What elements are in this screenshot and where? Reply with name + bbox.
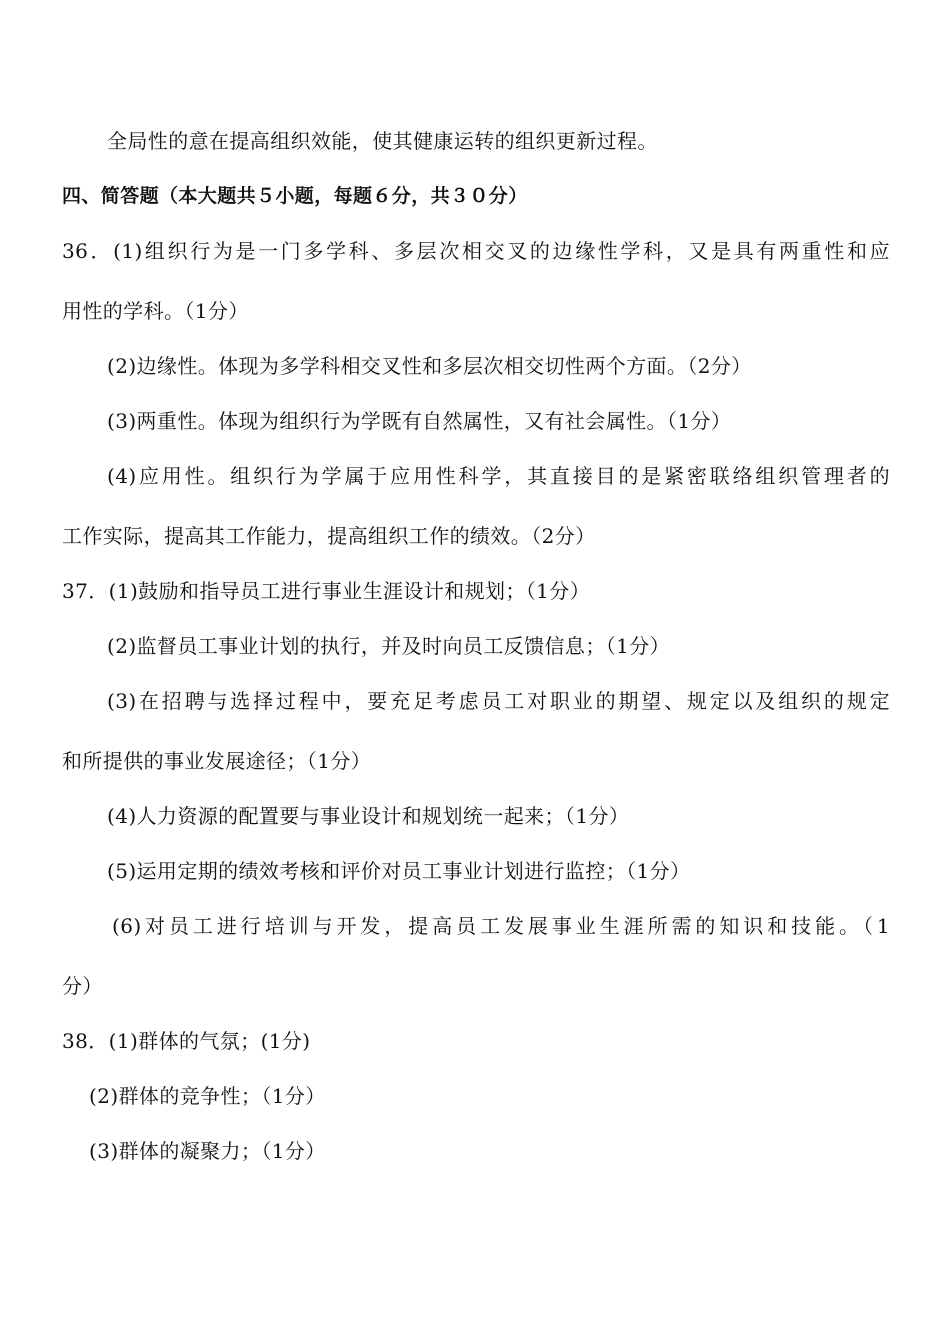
answer-37-point-4: (4)人力资源的配置要与事业设计和规划统一起来；（1分）: [107, 804, 630, 828]
answer-36-point-4-cont: 工作实际，提高其工作能力，提高组织工作的绩效。（2分）: [62, 524, 596, 548]
answer-37-point-3: (3)在招聘与选择过程中，要充足考虑员工对职业的期望、规定以及组织的规定: [107, 689, 890, 713]
answer-36-point-2: (2)边缘性。体现为多学科相交叉性和多层次相交切性两个方面。（2分）: [107, 354, 752, 378]
text-line-continuation: 全局性的意在提高组织效能，使其健康运转的组织更新过程。: [107, 129, 658, 153]
section-heading: 四、简答题（本大题共５小题，每题６分，共３０分）: [62, 185, 528, 207]
answer-37-point-1: 37．(1)鼓励和指导员工进行事业生涯设计和规划；（1分）: [62, 579, 591, 603]
answer-37-point-3-cont: 和所提供的事业发展途径；（1分）: [62, 749, 372, 773]
answer-36-point-3: (3)两重性。体现为组织行为学既有自然属性，又有社会属性。（1分）: [107, 409, 732, 433]
answer-38-point-1: 38．(1)群体的气氛；(1分): [62, 1029, 311, 1053]
answer-36-point-4: (4)应用性。组织行为学属于应用性科学，其直接目的是紧密联络组织管理者的: [107, 464, 890, 488]
answer-37-point-5: (5)运用定期的绩效考核和评价对员工事业计划进行监控；（1分）: [107, 859, 691, 883]
answer-37-point-6: (6)对员工进行培训与开发，提高员工发展事业生涯所需的知识和技能。（1: [112, 914, 890, 938]
answer-36-line-2: 用性的学科。（1分）: [62, 299, 249, 323]
answer-38-point-3: (3)群体的凝聚力；（1分）: [89, 1139, 326, 1163]
answer-37-point-2: (2)监督员工事业计划的执行，并及时向员工反馈信息；（1分）: [107, 634, 671, 658]
answer-36-line-1: 36．(1)组织行为是一门多学科、多层次相交叉的边缘性学科，又是具有两重性和应: [62, 239, 890, 263]
answer-37-point-6-cont: 分）: [62, 974, 103, 998]
answer-38-point-2: (2)群体的竞争性；（1分）: [89, 1084, 326, 1108]
